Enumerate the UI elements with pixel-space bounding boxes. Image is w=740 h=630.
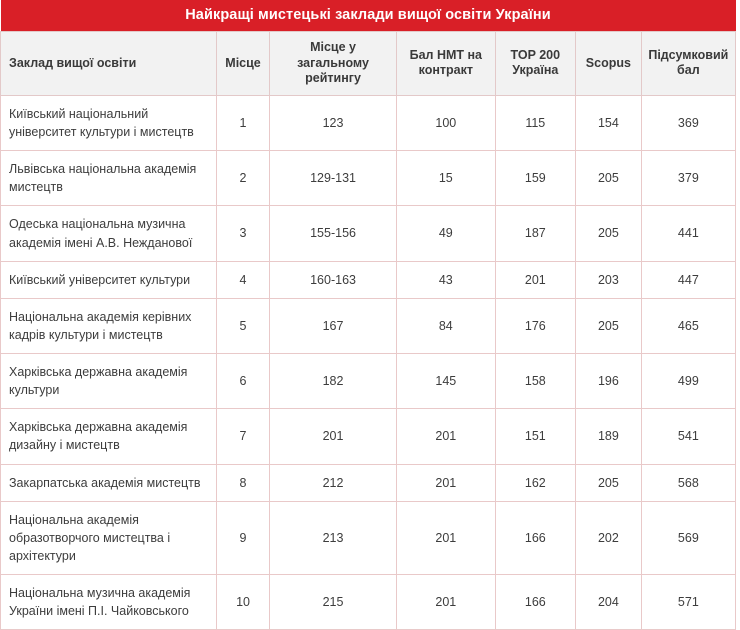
cell-institution: Національна академія керівних кадрів культури і мистецтв [1, 298, 217, 353]
cell-institution: Одеська національна музична академія імені А.В. Нежданової [1, 206, 217, 261]
cell-nmt-score: 15 [397, 151, 495, 206]
column-header-institution: Заклад вищої освіти [1, 32, 217, 96]
column-header-nmt-score: Бал НМТ на контракт [397, 32, 495, 96]
column-header-place: Місце [217, 32, 270, 96]
cell-place: 1 [217, 95, 270, 150]
cell-scopus: 189 [576, 409, 642, 464]
column-header-top200: TOP 200 Україна [495, 32, 575, 96]
cell-top200: 176 [495, 298, 575, 353]
cell-scopus: 205 [576, 151, 642, 206]
cell-top200: 158 [495, 354, 575, 409]
cell-general-place: 182 [270, 354, 397, 409]
cell-institution: Київський національний університет культури і мистецтв [1, 95, 217, 150]
table-body [1, 95, 736, 629]
cell-place: 6 [217, 354, 270, 409]
cell-top200: 115 [495, 95, 575, 150]
cell-scopus: 204 [576, 575, 642, 630]
cell-top200: 166 [495, 575, 575, 630]
cell-place: 3 [217, 206, 270, 261]
cell-total-score: 447 [641, 261, 735, 298]
cell-general-place: 215 [270, 575, 397, 630]
cell-place: 4 [217, 261, 270, 298]
cell-total-score: 465 [641, 298, 735, 353]
cell-nmt-score: 201 [397, 409, 495, 464]
cell-general-place: 213 [270, 501, 397, 574]
cell-place: 7 [217, 409, 270, 464]
cell-scopus: 205 [576, 298, 642, 353]
cell-top200: 187 [495, 206, 575, 261]
cell-institution: Національна академія образотворчого мистецтва і архітектури [1, 501, 217, 574]
cell-top200: 166 [495, 501, 575, 574]
table-header-row [1, 32, 736, 96]
cell-total-score: 369 [641, 95, 735, 150]
cell-general-place: 123 [270, 95, 397, 150]
cell-place: 10 [217, 575, 270, 630]
cell-scopus: 205 [576, 206, 642, 261]
cell-total-score: 569 [641, 501, 735, 574]
cell-nmt-score: 201 [397, 501, 495, 574]
cell-general-place: 155-156 [270, 206, 397, 261]
cell-place: 2 [217, 151, 270, 206]
cell-nmt-score: 84 [397, 298, 495, 353]
cell-institution: Харківська державна академія культури [1, 354, 217, 409]
table-title: Найкращі мистецькі заклади вищої освіти України [1, 0, 736, 32]
cell-scopus: 202 [576, 501, 642, 574]
cell-general-place: 160-163 [270, 261, 397, 298]
column-header-scopus: Scopus [576, 32, 642, 96]
cell-institution: Львівська національна академія мистецтв [1, 151, 217, 206]
cell-total-score: 499 [641, 354, 735, 409]
column-header-total-score: Підсумковий бал [641, 32, 735, 96]
table-row [1, 409, 736, 464]
cell-nmt-score: 201 [397, 464, 495, 501]
cell-scopus: 196 [576, 354, 642, 409]
cell-total-score: 379 [641, 151, 735, 206]
table-row [1, 298, 736, 353]
table-row [1, 261, 736, 298]
cell-top200: 151 [495, 409, 575, 464]
table-row [1, 501, 736, 574]
cell-total-score: 571 [641, 575, 735, 630]
cell-total-score: 441 [641, 206, 735, 261]
cell-place: 8 [217, 464, 270, 501]
cell-nmt-score: 100 [397, 95, 495, 150]
table-title-row [1, 0, 736, 32]
cell-general-place: 212 [270, 464, 397, 501]
cell-top200: 201 [495, 261, 575, 298]
cell-top200: 159 [495, 151, 575, 206]
cell-institution: Харківська державна академія дизайну і мистецтв [1, 409, 217, 464]
table-row [1, 354, 736, 409]
table-row [1, 206, 736, 261]
table-row [1, 151, 736, 206]
table-row [1, 464, 736, 501]
table-row [1, 95, 736, 150]
cell-place: 9 [217, 501, 270, 574]
cell-scopus: 203 [576, 261, 642, 298]
cell-nmt-score: 49 [397, 206, 495, 261]
table-row [1, 575, 736, 630]
cell-institution: Національна музична академія України імені П.І. Чайковського [1, 575, 217, 630]
cell-general-place: 167 [270, 298, 397, 353]
cell-general-place: 201 [270, 409, 397, 464]
cell-scopus: 205 [576, 464, 642, 501]
cell-top200: 162 [495, 464, 575, 501]
cell-nmt-score: 43 [397, 261, 495, 298]
cell-nmt-score: 201 [397, 575, 495, 630]
cell-nmt-score: 145 [397, 354, 495, 409]
cell-institution: Київський університет культури [1, 261, 217, 298]
cell-total-score: 568 [641, 464, 735, 501]
cell-total-score: 541 [641, 409, 735, 464]
cell-general-place: 129-131 [270, 151, 397, 206]
column-header-general-place: Місце у загальному рейтингу [270, 32, 397, 96]
cell-institution: Закарпатська академія мистецтв [1, 464, 217, 501]
cell-scopus: 154 [576, 95, 642, 150]
cell-place: 5 [217, 298, 270, 353]
